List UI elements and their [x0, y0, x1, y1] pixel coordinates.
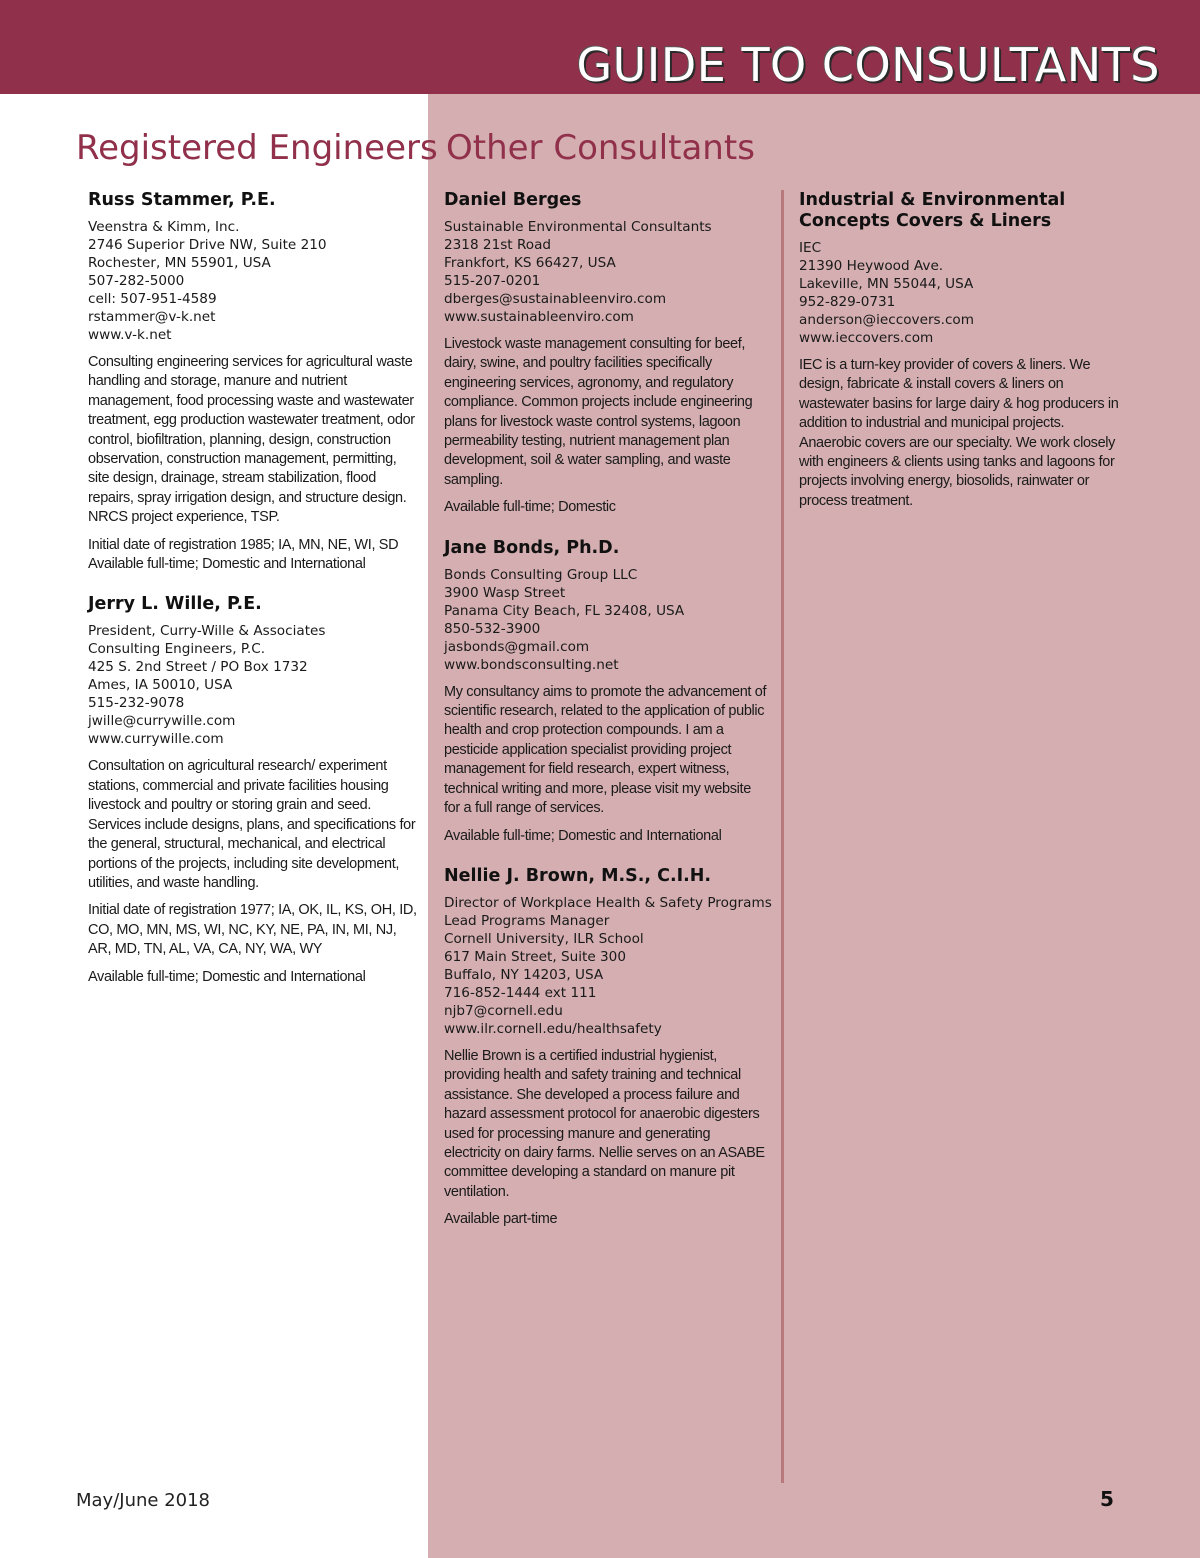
contact-line: 2746 Superior Drive NW, Suite 210: [88, 237, 327, 253]
contact-line: jasbonds@gmail.com: [444, 638, 590, 655]
section-heading-other-consultants: Other Consultants: [446, 128, 755, 168]
consultants-column-2: [799, 190, 1129, 531]
column-divider: [781, 190, 784, 1483]
contact-line: anderson@ieccovers.com: [799, 312, 974, 328]
contact-line: www.currywille.com: [88, 731, 224, 748]
description-paragraph: Nellie Brown is a certified industrial hygienist, providing health and safety training and technical assistance. She developed a process failure and hazard assessment protocol for anaerobic digesters used for processing manure and generating electricity on dairy farms. Nellie serves on an ASABE committee developing a standard on manure pit ventilation.: [444, 1047, 765, 1200]
contact-line: 952-829-0731: [799, 294, 896, 310]
contact-line: jwille@currywille.com: [88, 713, 236, 730]
contact-line: 716-852-1444 ext 111: [444, 984, 597, 1001]
description-paragraph: IEC is a turn-key provider of covers & liners. We design, fabricate & install covers & liners on wastewater basins for large dairy & hog producers in addition to industrial and municipal projects. Anaerobic covers are our specialty. We work closely with engineers & clients using tanks and lagoons for projects involving energy, biosolids, rainwater or process treatment.: [799, 357, 1119, 509]
contact-line: 850-532-3900: [444, 620, 541, 637]
contact-block: [88, 622, 418, 748]
contact-line: www.v-k.net: [88, 327, 172, 343]
contact-line: Bonds Consulting Group LLC: [444, 566, 638, 583]
description-paragraph: Available full-time; Domestic and International: [444, 827, 722, 844]
contact-line: Rochester, MN 55901, USA: [88, 255, 271, 271]
page-title: GUIDE TO CONSULTANTS: [576, 38, 1160, 92]
contact-line: President, Curry-Wille & Associates: [88, 623, 326, 640]
contact-line: 21390 Heywood Ave.: [799, 258, 944, 274]
contact-line: cell: 507-951-4589: [88, 291, 217, 307]
contact-block: [444, 218, 769, 326]
consultant-name: Russ Stammer, P.E.: [88, 190, 276, 210]
consultant-entry: [88, 190, 418, 574]
consultant-name: Jerry L. Wille, P.E.: [88, 594, 262, 615]
consultant-name: Nellie J. Brown, M.S., C.I.H.: [444, 865, 712, 886]
contact-line: Veenstra & Kimm, Inc.: [88, 219, 240, 235]
contact-line: njb7@cornell.edu: [444, 1002, 563, 1019]
contact-block: [799, 239, 1129, 347]
consultant-name: Industrial & Environmental Concepts Covers & Liners: [799, 190, 1066, 231]
contact-line: www.ieccovers.com: [799, 330, 934, 346]
contact-line: rstammer@v-k.net: [88, 309, 216, 325]
section-heading-registered-engineers: Registered Engineers: [76, 128, 438, 168]
contact-line: 507-282-5000: [88, 273, 185, 289]
contact-line: 515-232-9078: [88, 695, 185, 712]
description-paragraph: Initial date of registration 1985; IA, MN, NE, WI, SD Available full-time; Domestic and International: [88, 536, 399, 573]
contact-line: Buffalo, NY 14203, USA: [444, 966, 604, 983]
header-banner: [0, 0, 1200, 94]
contact-line: dberges@sustainableenviro.com: [444, 291, 667, 307]
contact-line: 2318 21st Road: [444, 237, 552, 253]
consultant-entry: [88, 594, 418, 986]
contact-block: [88, 218, 418, 344]
contact-block: [444, 566, 769, 674]
description-paragraph: Initial date of registration 1977; IA, OK, IL, KS, OH, ID, CO, MO, MN, MS, WI, NC, KY, NE, PA, IN, MI, NJ, AR, MD, TN, AL, VA, CA, NY, WA, WY: [88, 902, 417, 958]
description-paragraph: Available full-time; Domestic and International: [88, 968, 366, 985]
contact-line: www.ilr.cornell.edu/healthsafety: [444, 1020, 662, 1037]
consultant-entry: [799, 190, 1129, 511]
issue-date: May/June 2018: [76, 1490, 211, 1511]
contact-line: 515-207-0201: [444, 273, 541, 289]
description-paragraph: My consultancy aims to promote the advancement of scientific research, related to the application of public health and crop protection compounds. I am a pesticide application specialist providing project management for field research, expert witness, technical writing and more, please visit my website for a full range of services.: [444, 683, 767, 817]
description-paragraph: Livestock waste management consulting for beef, dairy, swine, and poultry facilities specifically engineering services, agronomy, and regulatory compliance. Common projects include engineering plans for livestock waste control systems, lagoon permeability testing, nutrient management plan development, soil & water sampling, and waste sampling.: [444, 336, 753, 488]
contact-line: Lead Programs Manager: [444, 912, 610, 929]
contact-line: www.bondsconsulting.net: [444, 656, 619, 673]
contact-line: Consulting Engineers, P.C.: [88, 641, 266, 658]
consultant-name: Daniel Berges: [444, 190, 582, 210]
registered-engineers-column: [88, 190, 418, 1007]
consultant-entry: [444, 538, 769, 846]
contact-line: Sustainable Environmental Consultants: [444, 219, 712, 235]
contact-line: 3900 Wasp Street: [444, 584, 566, 601]
contact-line: Panama City Beach, FL 32408, USA: [444, 602, 685, 619]
description-paragraph: Consulting engineering services for agricultural waste handling and storage, manure and nutrient management, food processing waste and wastewater treatment, egg production wastewater treatment, odor control, biofiltration, planning, design, construction observation, construction management, permitting, site design, drainage, stream stabilization, flood repairs, spray irrigation design, and structure design. NRCS project experience, TSP.: [88, 354, 415, 526]
contact-line: 425 S. 2nd Street / PO Box 1732: [88, 659, 308, 676]
consultants-column-1: [444, 190, 772, 1250]
description-paragraph: Available part-time: [444, 1211, 558, 1228]
contact-block: [444, 894, 772, 1038]
contact-line: Lakeville, MN 55044, USA: [799, 276, 974, 292]
contact-line: Ames, IA 50010, USA: [88, 677, 233, 694]
contact-line: Cornell University, ILR School: [444, 930, 644, 947]
consultant-name: Jane Bonds, Ph.D.: [444, 537, 620, 558]
description-paragraph: Available full-time; Domestic: [444, 499, 616, 516]
consultant-entry: [444, 190, 769, 518]
contact-line: Frankfort, KS 66427, USA: [444, 255, 616, 271]
consultant-entry: [444, 865, 772, 1230]
page-number: 5: [1100, 1487, 1114, 1511]
description-paragraph: Consultation on agricultural research/ experiment stations, commercial and private facilities housing livestock and poultry or storing grain and seed. Services include designs, plans, and specifications for the general, structural, mechanical, and electrical portions of the projects, including site development, utilities, and waste handling.: [88, 758, 416, 891]
contact-line: IEC: [799, 240, 822, 256]
contact-line: 617 Main Street, Suite 300: [444, 948, 626, 965]
contact-line: Director of Workplace Health & Safety Programs: [444, 894, 772, 911]
contact-line: www.sustainableenviro.com: [444, 309, 634, 325]
